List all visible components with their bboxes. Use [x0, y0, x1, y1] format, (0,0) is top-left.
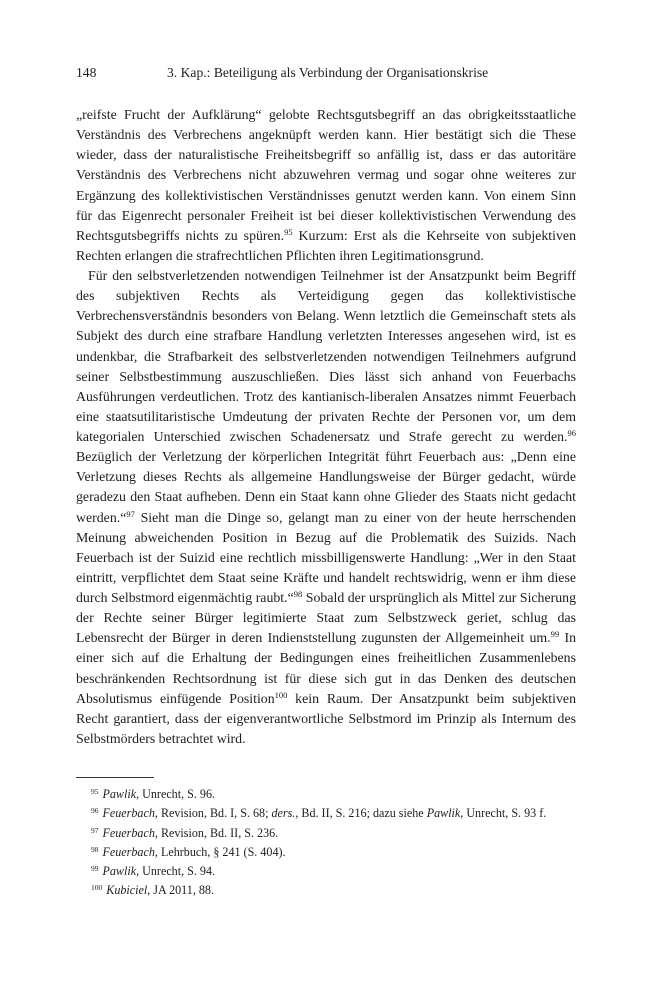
footnote-text: , Bd. II, S. 216; dazu siehe: [295, 806, 427, 821]
footnote-text: , Unrecht, S. 96.: [136, 787, 216, 801]
footnote-number: 99: [91, 864, 99, 874]
footnote-author: Feuerbach: [102, 844, 155, 859]
footnotes: [76, 785, 576, 901]
paragraph-2-text-d: Sobald der ursprünglich als Mittel zur Sicherung der Rechte seiner Bürger legitimierte Staat zum Selbstzweck geriet, schlug das Lebensrecht der Bürger in deren Indienststellung zugunsten der Allgemeinheit um.: [76, 590, 576, 646]
footnote-text: , Unrecht, S. 94.: [136, 864, 216, 879]
footnote-text: , Revision, Bd. I, S. 68;: [154, 806, 272, 821]
footnote-text: , JA 2011, 88.: [147, 883, 214, 898]
footnote-number: 97: [91, 825, 99, 835]
paragraph-1-text-b: Kurzum: Erst als die Kehrseite von subjektiven Rechten erlangen die strafrechtlichen Pflichten ihren Legitimationsgrund.: [76, 227, 576, 263]
footnote-number: 96: [91, 806, 99, 816]
footnote-number: 100: [91, 883, 103, 893]
paragraph-2-text-a: Für den selbstverletzenden notwendigen Teilnehmer ist der Ansatzpunkt beim Begriff des subjektiven Rechts als Verteidigung gegen das kollektivistische Verbrechensverständnis besonders von Belang. Wenn letztlich die Gemeinschaft stets als Subjekt des durch eine strafbare Handlung verletzten Interesses angesehen wird, ist es undenkbar, die Strafbarkeit des selbstverletzenden notwendigen Teilnehmers aufgrund seiner Selbstbestimmung auszuschließen. Dies lässt sich anhand von Feuerbachs Ausführungen verdeutlichen. Trotz des kantianisch-liberalen Ansatzes nimmt Feuerbach eine staatsutilitaristische Umdeutung der privaten Rechte der Personen vor, um dem kategorialen Unterschied zwischen Schadenersatz und Strafe gerecht zu werden.: [76, 268, 576, 444]
footnote-text: , Lehrbuch, § 241 (S. 404).: [154, 844, 286, 859]
footnote-separator: [76, 777, 154, 778]
paragraph-1: [76, 105, 576, 266]
footnote-author: Feuerbach: [102, 825, 155, 840]
footnote-author: Pawlik: [102, 787, 137, 801]
footnote-99: [76, 862, 576, 881]
footnote-97: [76, 824, 576, 843]
footnote-ref-95: 95: [284, 226, 293, 237]
footnote-text: , Unrecht, S. 93 f.: [460, 806, 547, 821]
footnote-author: Pawlik: [102, 864, 137, 879]
main-text: [76, 105, 576, 749]
running-title: 3. Kap.: Beteiligung als Verbindung der Organisationskrise: [167, 65, 489, 80]
footnote-author: ders.: [271, 806, 296, 821]
footnote-ref-100: 100: [274, 689, 288, 700]
footnote-ref-99: 99: [550, 629, 560, 640]
footnote-author: Feuerbach: [102, 806, 155, 821]
paragraph-2-text-e: In einer sich auf die Erhaltung der Bedingungen eines freiheitlichen Zusammenlebens beschränkenden Rechtsordnung ist für diese sich gut in das Denken des deutschen Absolutismus einfügende Position: [76, 630, 576, 706]
footnote-95: [76, 785, 576, 804]
footnote-98: [76, 843, 576, 862]
footnote-ref-96: 96: [567, 428, 576, 438]
footnote-number: 95: [91, 787, 99, 796]
footnote-96: [76, 804, 576, 823]
paragraph-1-text-a: „reifste Frucht der Aufklärung“ gelobte Rechtsgutsbegriff an das obrigkeitsstaatliche Verständnis des Verbrechens angeknüpft werden kann. Hier bestätigt sich die These wieder, dass der naturalistische Freiheitsbegriff so anfällig ist, dass er das autoritäre Verständnis des Verbrechens nicht abzuwehren vermag und sogar ohne weiteres zur Ergänzung des kollektivistischen Verständnisses genutzt werden kann. Von einem Sinn für das Eigenrecht personaler Freiheit ist bei dieser kollektivistischen Verwendung des Rechtsgutsbegriffs nichts zu spüren.: [76, 107, 576, 243]
paragraph-2: [76, 266, 576, 749]
footnote-ref-98: 98: [293, 589, 303, 599]
paragraph-2-text-f: kein Raum. Der Ansatzpunkt beim subjektiven Recht garantiert, dass der eigenverantwortliche Selbstmord im Prinzip als Internum des Selbstmörders betrachtet wird.: [76, 690, 576, 746]
page-number: 148: [76, 65, 97, 80]
paragraph-2-text-b: Bezüglich der Verletzung der körperlichen Integrität führt Feuerbach aus: „Denn eine Verletzung dieses Rechts als allgemeine Handlungsweise der Bürger gedacht, würde geradezu den Staat aufheben. Denn ein Staat kann ohne Glieder des Staats nicht gedacht werden.“: [76, 449, 576, 525]
footnote-author: Pawlik: [426, 806, 461, 821]
footnote-author: Kubiciel: [106, 883, 148, 898]
paragraph-2-text-c: Sieht man die Dinge so, gelangt man zu einer von der heute herrschenden Meinung abweichenden Position in Bezug auf die Problematik des Suizids. Nach Feuerbach ist der Suizid eine rechtlich missbilligenswerte Handlung: „Wer in den Staat eintritt, verpflichtet dem Staat seine Kräfte und handelt rechtswidrig, wenn er ihm diese durch Selbstmord eigenmächtig raubt.“: [76, 509, 576, 605]
footnote-text: , Revision, Bd. II, S. 236.: [154, 825, 279, 840]
footnote-number: 98: [91, 844, 99, 854]
footnote-100: [76, 881, 576, 900]
footnote-ref-97: 97: [126, 508, 135, 519]
